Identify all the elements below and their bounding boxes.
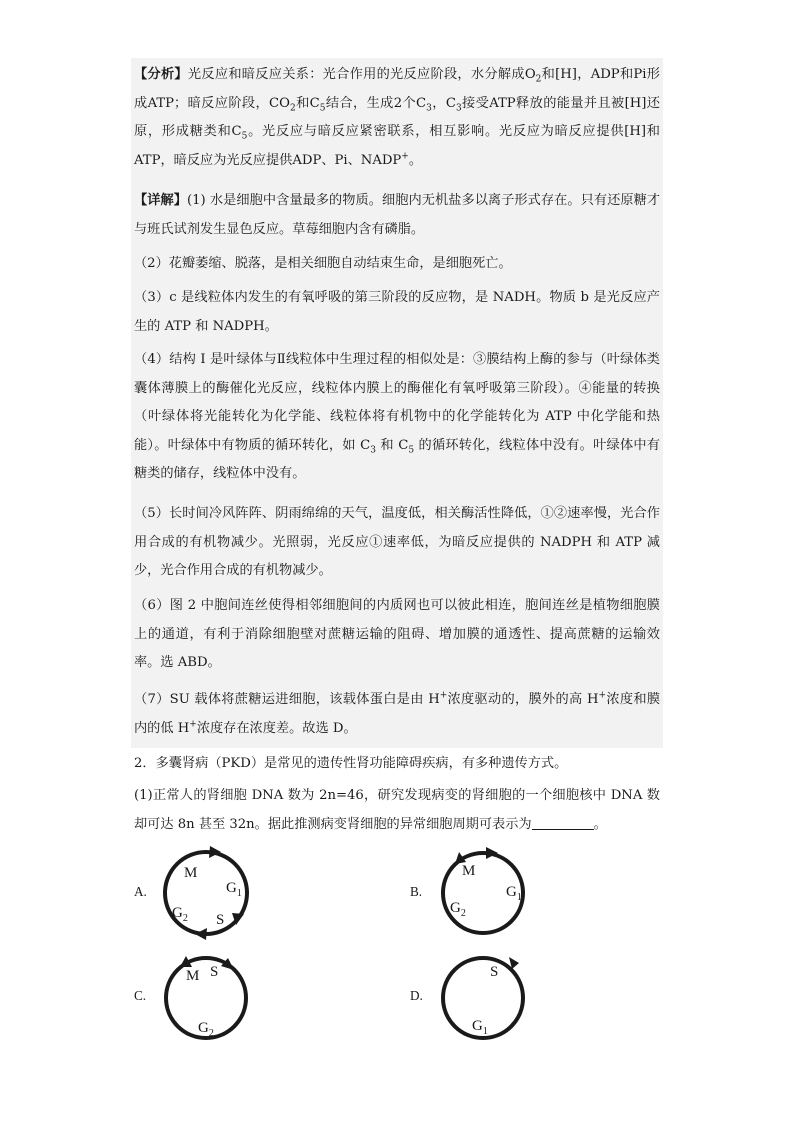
- phase-label: $G_2$: [450, 900, 466, 919]
- detail-item-4: （4）结构 I 是叶绿体与Ⅱ线粒体中生理过程的相似处是：③膜结构上酶的参与（叶绿体类囊体薄膜上的酶催化光反应，线粒体内膜上的酶催化有氧呼吸第三阶段）。④能量的转换（叶绿体将光能转化为化学能、线粒体将有机物中的化学能转化为 ATP 中化学能和热能）。叶绿体中有物质的循环转化，如 $C_3$ 和 $C_5$ 的循环转化，线粒体中没有。叶绿体中有糖类的储存，线粒体中没有。: [134, 352, 660, 481]
- detail-tag: 【详解】: [134, 193, 187, 208]
- phase-label: $G_1$: [472, 1018, 488, 1037]
- phase-label: M: [186, 968, 200, 984]
- detail-item-6: （6）图 2 中胞间连丝使得相邻细胞间的内质网也可以彼此相连，胞间连丝是植物细胞膜上的通道，有利于消除细胞壁对蔗糖运输的阻碍、增加膜的通透性、提高蔗糖的运输效率。选 ABD。: [134, 598, 660, 670]
- phase-label: $G_1$: [506, 884, 522, 903]
- cell-cycle-diagram-b: [436, 842, 536, 946]
- phase-label: $G_1$: [226, 880, 242, 899]
- phase-label: M: [184, 865, 198, 881]
- option-c-label[interactable]: C.: [134, 988, 147, 1003]
- option-b-label[interactable]: B.: [410, 884, 423, 899]
- phase-label: S: [216, 912, 225, 928]
- phase-label: $G_2$: [198, 1020, 214, 1039]
- question-sub-1: (1)正常人的肾细胞 DNA 数为 2n=46，研究发现病变的肾细胞的一个细胞核中 DNA 数却可达 8n 甚至 32n。据此推测病变肾细胞的异常细胞周期可表示为 。: [134, 788, 660, 832]
- question-title: 2．多囊肾病（PKD）是常见的遗传性肾功能障碍疾病，有多种遗传方式。: [134, 756, 568, 771]
- detail-item-7: （7）SU 载体将蔗糖运进细胞，该载体蛋白是由 H+浓度驱动的，膜外的高 H+浓度和膜内的低 H+浓度存在浓度差。故选 D。: [134, 690, 661, 736]
- arrow-icon: [195, 928, 207, 940]
- phase-label: M: [462, 863, 476, 879]
- answer-blank[interactable]: [532, 815, 594, 830]
- detail-item-5: （5）长时间冷风阵阵、阴雨绵绵的天气，温度低，相关酶活性降低，①②速率慢，光合作用合成的有机物减少。光照弱，光反应①速率低，为暗反应提供的 NADPH 和 ATP 减少，光合作用合成的有机物减少。: [134, 506, 660, 578]
- cell-cycle-diagram-a: [158, 842, 258, 946]
- phase-label: S: [210, 964, 219, 980]
- detail-item-3: （3）c 是线粒体内发生的有氧呼吸的第三阶段的反应物，是 NADH。物质 b 是光反应产生的 ATP 和 NADPH。: [134, 290, 660, 334]
- cell-cycle-diagram-d: [436, 950, 536, 1050]
- detail-item-2: （2）花瓣萎缩、脱落，是相关细胞自动结束生命，是细胞死亡。: [134, 256, 512, 271]
- phase-label: $G_2$: [172, 905, 188, 924]
- detail-paragraph: 【详解】(1) 水是细胞中含量最多的物质。细胞内无机盐多以离子形式存在。只有还原糖才与班氏试剂发生显色反应。草莓细胞内含有磷脂。: [134, 193, 661, 237]
- analysis-tag: 【分析】: [134, 67, 188, 82]
- phase-label: S: [490, 964, 499, 980]
- option-d-label[interactable]: D.: [410, 988, 423, 1003]
- cell-cycle-diagram-c: [158, 950, 258, 1050]
- analysis-paragraph: 【分析】光反应和暗反应关系：光合作用的光反应阶段，水分解成$O_2$和[H]，ADP和Pi形成ATP；暗反应阶段，$CO_2$和$C_5$结合，生成2个$C_3$，$C_3$接受ATP释放的能量并且被[H]还原，形成糖类和$C_5$。光反应与暗反应紧密联系，相互影响。光反应为暗反应提供[H]和ATP，暗反应为光反应提供ADP、Pi、NADP+。: [134, 67, 660, 168]
- option-a-label[interactable]: A.: [134, 884, 147, 899]
